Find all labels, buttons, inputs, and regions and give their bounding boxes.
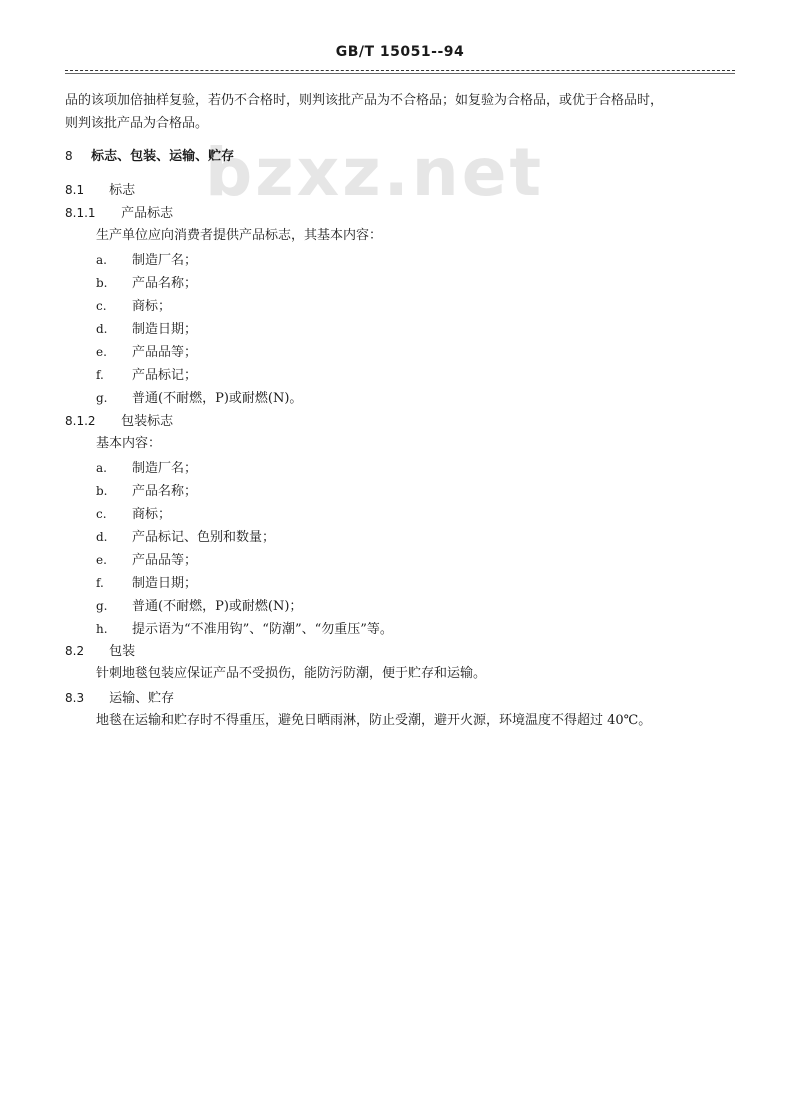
list-item — [96, 390, 302, 407]
list-label: c. — [96, 299, 107, 313]
list-item — [96, 460, 197, 477]
list-item — [96, 575, 197, 592]
paragraph: 地毯在运输和贮存时不得重压，避免日晒雨淋，防止受潮，避开火源，环境温度不得超过 40℃。 — [96, 713, 652, 728]
section-title: 包装标志 — [121, 414, 174, 429]
section-title: 标志、包装、运输、贮存 — [91, 149, 235, 164]
list-item — [96, 275, 197, 292]
list-item — [96, 252, 197, 269]
list-text: 产品名称； — [132, 484, 198, 499]
intro-line-2: 则判该批产品为合格品。 — [65, 116, 209, 131]
section-title: 产品标志 — [121, 206, 174, 221]
list-text: 制造日期； — [132, 576, 198, 591]
list-label: a. — [96, 253, 107, 267]
section-8-heading — [65, 148, 234, 165]
list-text: 商标； — [132, 507, 172, 522]
list-label: g. — [96, 391, 108, 405]
list-text: 提示语为“不准用钩”、“防潮”、“勿重压”等。 — [132, 622, 393, 637]
list-label: c. — [96, 507, 107, 521]
document-header: GB/T 15051--94 — [335, 44, 465, 60]
list-text: 商标； — [132, 299, 172, 314]
list-text: 产品品等； — [132, 345, 198, 360]
list-label: f. — [96, 368, 104, 382]
section-title: 运输、贮存 — [109, 691, 175, 706]
section-title: 包装 — [109, 644, 136, 659]
list-label: e. — [96, 345, 107, 359]
list-label: a. — [96, 461, 107, 475]
section-number: 8.1.1 — [65, 206, 96, 220]
list-text: 制造厂名； — [132, 253, 198, 268]
list-item — [96, 529, 275, 546]
subsection-8-2-heading — [65, 643, 135, 660]
subsection-8-1-2-heading — [65, 413, 173, 430]
list-label: d. — [96, 530, 108, 544]
list-text: 制造厂名； — [132, 461, 198, 476]
list-item — [96, 344, 197, 361]
list-label: b. — [96, 484, 108, 498]
header-rule-solid — [65, 73, 735, 74]
paragraph: 基本内容： — [96, 436, 162, 451]
watermark: bzxz.net — [205, 134, 545, 211]
paragraph: 生产单位应向消费者提供产品标志，其基本内容： — [96, 228, 383, 243]
intro-line-1: 品的该项加倍抽样复验，若仍不合格时，则判该批产品为不合格品；如复验为合格品，或优于合格品时， — [65, 93, 664, 108]
section-title: 标志 — [109, 183, 136, 198]
list-text: 制造日期； — [132, 322, 198, 337]
header-rule — [65, 70, 735, 71]
subsection-8-1-heading — [65, 182, 135, 199]
list-label: h. — [96, 622, 108, 636]
subsection-8-1-1-heading — [65, 205, 173, 222]
list-item — [96, 621, 393, 638]
list-label: e. — [96, 553, 107, 567]
section-number: 8.1.2 — [65, 414, 96, 428]
list-label: b. — [96, 276, 108, 290]
list-item — [96, 298, 171, 315]
list-label: g. — [96, 599, 108, 613]
section-number: 8.3 — [65, 691, 85, 705]
section-number: 8 — [65, 149, 73, 163]
list-item — [96, 552, 197, 569]
list-label: f. — [96, 576, 104, 590]
list-item — [96, 506, 171, 523]
list-text: 普通(不耐燃，P)或耐燃(N)。 — [132, 391, 303, 406]
list-text: 产品标记； — [132, 368, 198, 383]
section-number: 8.1 — [65, 183, 85, 197]
list-text: 产品标记、色别和数量； — [132, 530, 276, 545]
subsection-8-3-heading — [65, 690, 174, 707]
list-item — [96, 321, 197, 338]
list-item — [96, 483, 197, 500]
list-text: 普通(不耐燃，P)或耐燃(N)； — [132, 599, 303, 614]
paragraph: 针刺地毯包装应保证产品不受损伤，能防污防潮，便于贮存和运输。 — [96, 666, 487, 681]
section-number: 8.2 — [65, 644, 85, 658]
list-text: 产品名称； — [132, 276, 198, 291]
list-text: 产品品等； — [132, 553, 198, 568]
list-label: d. — [96, 322, 108, 336]
list-item — [96, 598, 302, 615]
list-item — [96, 367, 197, 384]
